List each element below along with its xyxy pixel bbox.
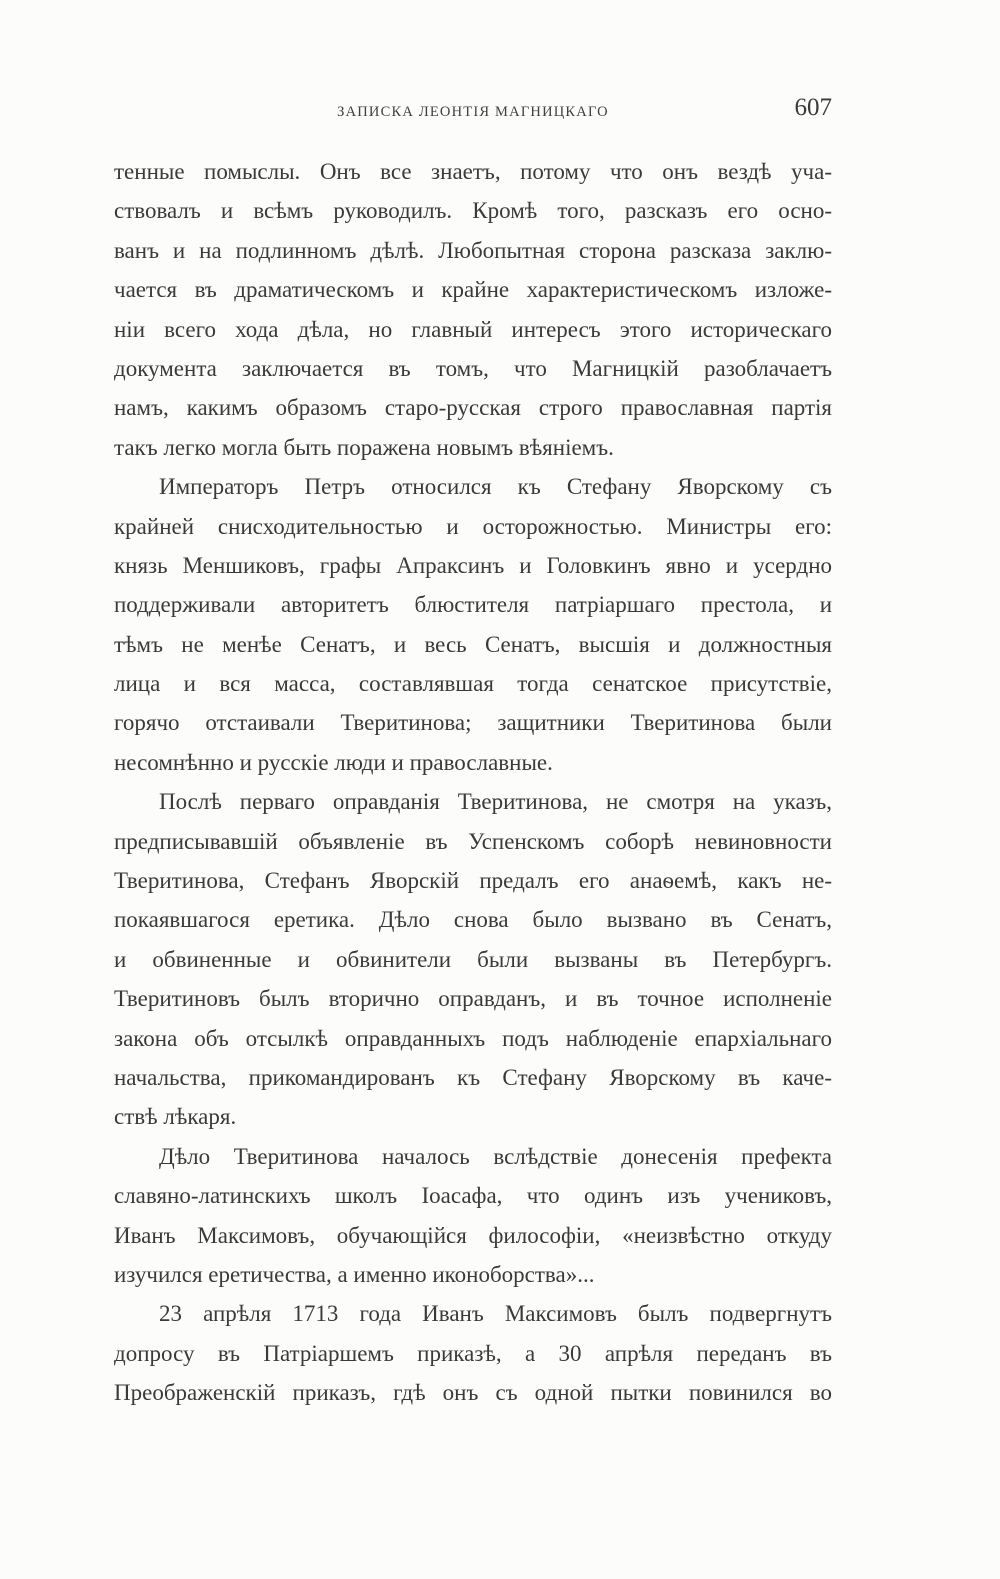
paragraph-1 bbox=[114, 152, 832, 467]
text-line: намъ, какимъ образомъ старо-русская строго православная партія bbox=[114, 395, 832, 421]
text-line: крайней снисходительностью и осторожностью. Министры его: bbox=[114, 513, 832, 539]
text-line: ніи всего хода дѣла, но главный интересъ этого историческаго bbox=[114, 316, 832, 342]
paragraph-3 bbox=[114, 782, 832, 1137]
paragraph-5 bbox=[114, 1294, 832, 1412]
text-line: и обвиненные и обвинители были вызваны въ Петербургъ. bbox=[114, 946, 832, 972]
text-line: чается въ драматическомъ и крайне характеристическомъ изложе- bbox=[114, 277, 832, 303]
text-line: ствовалъ и всѣмъ руководилъ. Кромѣ того, разсказъ его осно- bbox=[114, 198, 832, 224]
text-line: Послѣ перваго оправданія Тверитинова, не смотря на указъ, bbox=[159, 789, 832, 815]
text-line: предписывавшій объявленіе въ Успенскомъ соборѣ невиновности bbox=[114, 828, 832, 854]
text-line: допросу въ Патріаршемъ приказѣ, а 30 апрѣля переданъ въ bbox=[114, 1340, 832, 1366]
body-text bbox=[114, 152, 832, 1413]
text-line: 23 апрѣля 1713 года Иванъ Максимовъ былъ подвергнутъ bbox=[159, 1301, 832, 1327]
running-header bbox=[114, 94, 832, 130]
text-line: Дѣло Тверитинова началось вслѣдствіе донесенія префекта bbox=[159, 1143, 832, 1169]
text-line: князь Меншиковъ, графы Апраксинъ и Головкинъ явно и усердно bbox=[114, 552, 832, 578]
text-line: закона объ отсылкѣ оправданныхъ подъ наблюденіе епархіальнаго bbox=[114, 1025, 832, 1051]
paragraph-2 bbox=[114, 467, 832, 782]
text-line: ствѣ лѣкаря. bbox=[114, 1104, 237, 1130]
running-title: ЗАПИСКА ЛЕОНТІЯ МАГНИЦКАГО bbox=[337, 104, 609, 120]
text-line: Преображенскій приказъ, гдѣ онъ съ одной пытки повинился во bbox=[114, 1380, 832, 1406]
text-line: горячо отстаивали Тверитинова; защитники Тверитинова были bbox=[114, 710, 832, 736]
text-line: славяно-латинскихъ школъ Іоасафа, что одинъ изъ учениковъ, bbox=[114, 1183, 832, 1209]
text-line: такъ легко могла быть поражена новымъ вѣяніемъ. bbox=[114, 434, 614, 460]
text-line: покаявшагося еретика. Дѣло снова было вызвано въ Сенатъ, bbox=[114, 907, 832, 933]
text-line: ванъ и на подлинномъ дѣлѣ. Любопытная сторона разсказа заклю- bbox=[114, 237, 832, 263]
text-line: тѣмъ не менѣе Сенатъ, и весь Сенатъ, высшія и должностныя bbox=[114, 631, 832, 657]
paragraph-4 bbox=[114, 1137, 832, 1295]
text-line: тенные помыслы. Онъ все знаетъ, потому что онъ вездѣ уча- bbox=[114, 159, 832, 184]
text-line: поддерживали авторитетъ блюстителя патріаршаго престола, и bbox=[114, 592, 832, 618]
text-line: начальства, прикомандированъ къ Стефану Яворскому въ каче- bbox=[114, 1064, 832, 1090]
text-line: документа заключается въ томъ, что Магницкій разоблачаетъ bbox=[114, 355, 832, 381]
text-line: Иванъ Максимовъ, обучающійся философіи, «неизвѣстно откуду bbox=[114, 1222, 832, 1248]
text-line: Императоръ Петръ относился къ Стефану Яворскому съ bbox=[159, 474, 832, 500]
text-line: несомнѣнно и русскіе люди и православные. bbox=[114, 749, 553, 775]
page-number: 607 bbox=[794, 94, 832, 121]
text-line: Тверитинова, Стефанъ Яворскій предалъ его анаѳемѣ, какъ не- bbox=[114, 868, 832, 894]
text-line: лица и вся масса, составлявшая тогда сенатское присутствіе, bbox=[114, 671, 832, 697]
text-line: Тверитиновъ былъ вторично оправданъ, и въ точное исполненіе bbox=[114, 986, 832, 1012]
text-line: изучился еретичества, а именно иконоборства»... bbox=[114, 1261, 595, 1287]
